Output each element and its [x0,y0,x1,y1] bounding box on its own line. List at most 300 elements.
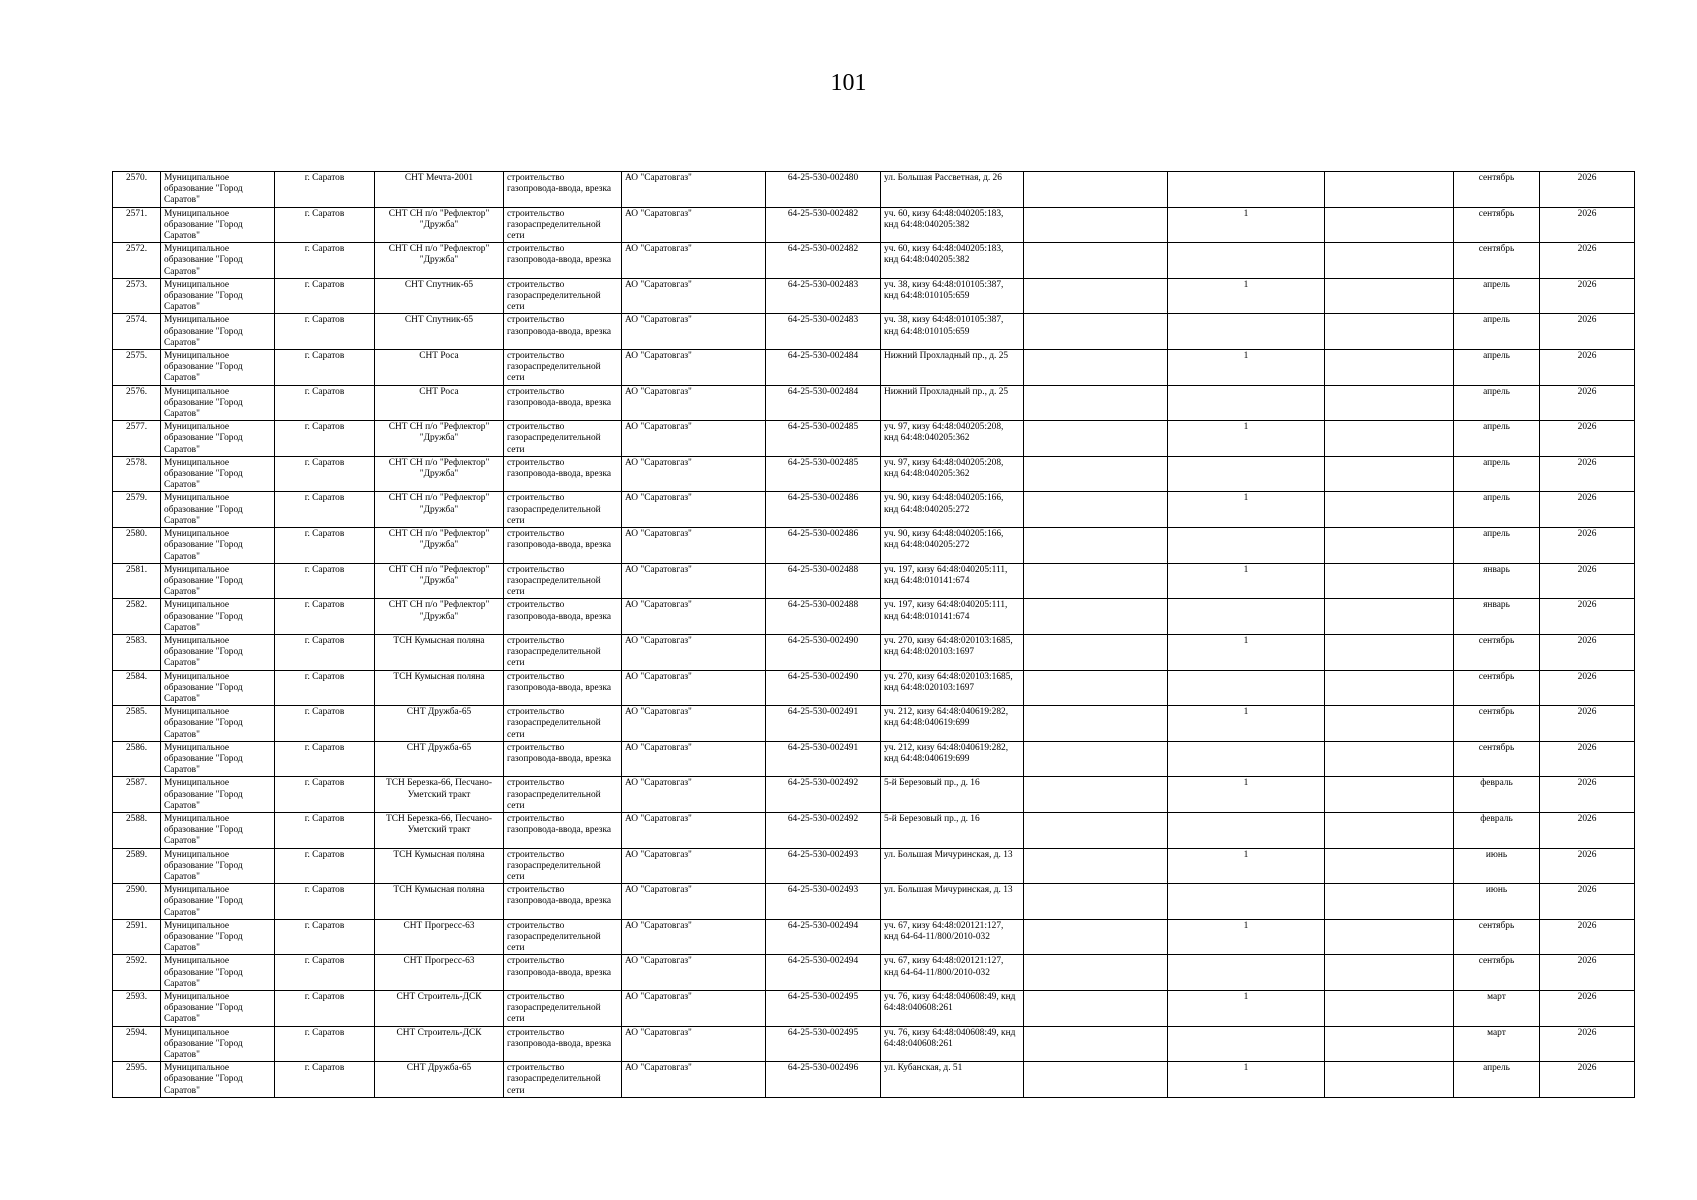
empty-cell [1024,207,1168,243]
month-cell: апрель [1454,350,1540,386]
quantity-cell: 1 [1168,421,1325,457]
row-number: 2578. [113,456,161,492]
row-number: 2570. [113,172,161,208]
empty-cell [1024,670,1168,706]
year-cell: 2026 [1540,350,1635,386]
municipality-cell: Муниципальное образование "Город Саратов" [161,456,275,492]
empty-cell [1325,812,1454,848]
empty-cell [1325,207,1454,243]
work-type-cell: строительство газопровода-ввода, врезка [504,243,622,279]
empty-cell [1024,278,1168,314]
work-type-cell: строительство газопровода-ввода, врезка [504,955,622,991]
quantity-cell [1168,243,1325,279]
address-cell: уч. 76, кизу 64:48:040608:49, кнд 64:48:040608:261 [881,991,1024,1027]
partnership-cell: ТСН Березка-66, Песчано-Уметский тракт [375,777,504,813]
organization-cell: АО "Саратовгаз" [622,456,766,492]
year-cell: 2026 [1540,955,1635,991]
city-cell: г. Саратов [275,955,375,991]
city-cell: г. Саратов [275,1026,375,1062]
partnership-cell: ТСН Кумысная поляна [375,634,504,670]
table-row [113,350,1635,386]
organization-cell: АО "Саратовгаз" [622,172,766,208]
object-code-cell: 64-25-530-002495 [766,1026,881,1062]
month-cell: апрель [1454,456,1540,492]
partnership-cell: СНТ Мечта-2001 [375,172,504,208]
partnership-cell: СНТ Прогресс-63 [375,955,504,991]
year-cell: 2026 [1540,848,1635,884]
empty-cell [1325,1026,1454,1062]
object-code-cell: 64-25-530-002482 [766,207,881,243]
empty-cell [1024,350,1168,386]
address-cell: 5-й Березовый пр., д. 16 [881,777,1024,813]
month-cell: сентябрь [1454,670,1540,706]
address-cell: Нижний Прохладный пр., д. 25 [881,350,1024,386]
city-cell: г. Саратов [275,278,375,314]
quantity-cell: 1 [1168,991,1325,1027]
empty-cell [1024,884,1168,920]
table-row [113,1062,1635,1098]
page-number: 101 [830,70,867,96]
partnership-cell: СНТ Строитель-ДСК [375,991,504,1027]
municipality-cell: Муниципальное образование "Город Саратов" [161,278,275,314]
object-code-cell: 64-25-530-002480 [766,172,881,208]
empty-cell [1024,172,1168,208]
municipality-cell: Муниципальное образование "Город Саратов" [161,884,275,920]
organization-cell: АО "Саратовгаз" [622,777,766,813]
object-code-cell: 64-25-530-002491 [766,741,881,777]
empty-cell [1024,528,1168,564]
row-number: 2571. [113,207,161,243]
row-number: 2592. [113,955,161,991]
city-cell: г. Саратов [275,848,375,884]
object-code-cell: 64-25-530-002486 [766,492,881,528]
table-row [113,777,1635,813]
year-cell: 2026 [1540,421,1635,457]
month-cell: январь [1454,563,1540,599]
year-cell: 2026 [1540,991,1635,1027]
row-number: 2594. [113,1026,161,1062]
address-cell: ул. Большая Мичуринская, д. 13 [881,848,1024,884]
row-number: 2589. [113,848,161,884]
year-cell: 2026 [1540,492,1635,528]
empty-cell [1024,812,1168,848]
address-cell: 5-й Березовый пр., д. 16 [881,812,1024,848]
empty-cell [1024,385,1168,421]
address-cell: уч. 38, кизу 64:48:010105:387, кнд 64:48:010105:659 [881,314,1024,350]
work-type-cell: строительство газораспределительной сети [504,991,622,1027]
work-type-cell: строительство газопровода-ввода, врезка [504,670,622,706]
month-cell: сентябрь [1454,172,1540,208]
empty-cell [1325,278,1454,314]
object-code-cell: 64-25-530-002490 [766,670,881,706]
work-type-cell: строительство газопровода-ввода, врезка [504,456,622,492]
address-cell: уч. 212, кизу 64:48:040619:282, кнд 64:48:040619:699 [881,706,1024,742]
table-row [113,991,1635,1027]
year-cell: 2026 [1540,528,1635,564]
object-code-cell: 64-25-530-002483 [766,314,881,350]
partnership-cell: СНТ Строитель-ДСК [375,1026,504,1062]
quantity-cell: 1 [1168,777,1325,813]
city-cell: г. Саратов [275,1062,375,1098]
quantity-cell: 1 [1168,563,1325,599]
empty-cell [1325,777,1454,813]
empty-cell [1024,955,1168,991]
municipality-cell: Муниципальное образование "Город Саратов" [161,492,275,528]
work-type-cell: строительство газопровода-ввода, врезка [504,884,622,920]
empty-cell [1325,563,1454,599]
row-number: 2573. [113,278,161,314]
table-row [113,456,1635,492]
municipality-cell: Муниципальное образование "Город Саратов" [161,243,275,279]
table-row [113,706,1635,742]
municipality-cell: Муниципальное образование "Город Саратов" [161,634,275,670]
address-cell: уч. 60, кизу 64:48:040205:183, кнд 64:48:040205:382 [881,207,1024,243]
empty-cell [1024,991,1168,1027]
empty-cell [1024,777,1168,813]
year-cell: 2026 [1540,884,1635,920]
empty-cell [1325,385,1454,421]
city-cell: г. Саратов [275,670,375,706]
table-row [113,207,1635,243]
work-type-cell: строительство газораспределительной сети [504,207,622,243]
partnership-cell: СНТ СН п/о "Рефлектор" "Дружба" [375,563,504,599]
month-cell: апрель [1454,278,1540,314]
month-cell: апрель [1454,492,1540,528]
address-cell: уч. 38, кизу 64:48:010105:387, кнд 64:48:010105:659 [881,278,1024,314]
organization-cell: АО "Саратовгаз" [622,1062,766,1098]
month-cell: сентябрь [1454,955,1540,991]
city-cell: г. Саратов [275,314,375,350]
empty-cell [1024,599,1168,635]
work-type-cell: строительство газораспределительной сети [504,492,622,528]
empty-cell [1325,955,1454,991]
table-row [113,528,1635,564]
row-number: 2579. [113,492,161,528]
city-cell: г. Саратов [275,812,375,848]
year-cell: 2026 [1540,278,1635,314]
address-cell: уч. 76, кизу 64:48:040608:49, кнд 64:48:040608:261 [881,1026,1024,1062]
municipality-cell: Муниципальное образование "Город Саратов" [161,812,275,848]
quantity-cell [1168,172,1325,208]
municipality-cell: Муниципальное образование "Город Саратов" [161,670,275,706]
empty-cell [1325,172,1454,208]
organization-cell: АО "Саратовгаз" [622,955,766,991]
table-row [113,599,1635,635]
municipality-cell: Муниципальное образование "Город Саратов" [161,991,275,1027]
organization-cell: АО "Саратовгаз" [622,919,766,955]
address-cell: уч. 90, кизу 64:48:040205:166, кнд 64:48:040205:272 [881,492,1024,528]
city-cell: г. Саратов [275,634,375,670]
month-cell: сентябрь [1454,919,1540,955]
year-cell: 2026 [1540,812,1635,848]
object-code-cell: 64-25-530-002494 [766,919,881,955]
year-cell: 2026 [1540,243,1635,279]
quantity-cell: 1 [1168,278,1325,314]
month-cell: апрель [1454,314,1540,350]
address-cell: уч. 67, кизу 64:48:020121:127, кнд 64-64-11/800/2010-032 [881,955,1024,991]
partnership-cell: СНТ Спутник-65 [375,278,504,314]
municipality-cell: Муниципальное образование "Город Саратов" [161,599,275,635]
city-cell: г. Саратов [275,741,375,777]
work-type-cell: строительство газопровода-ввода, врезка [504,172,622,208]
partnership-cell: СНТ СН п/о "Рефлектор" "Дружба" [375,207,504,243]
quantity-cell [1168,955,1325,991]
city-cell: г. Саратов [275,599,375,635]
year-cell: 2026 [1540,670,1635,706]
object-code-cell: 64-25-530-002488 [766,563,881,599]
quantity-cell [1168,528,1325,564]
partnership-cell: ТСН Кумысная поляна [375,670,504,706]
city-cell: г. Саратов [275,884,375,920]
object-code-cell: 64-25-530-002484 [766,385,881,421]
address-cell: уч. 97, кизу 64:48:040205:208, кнд 64:48:040205:362 [881,421,1024,457]
quantity-cell: 1 [1168,919,1325,955]
partnership-cell: СНТ СН п/о "Рефлектор" "Дружба" [375,243,504,279]
address-cell: уч. 97, кизу 64:48:040205:208, кнд 64:48:040205:362 [881,456,1024,492]
empty-cell [1325,456,1454,492]
object-code-cell: 64-25-530-002485 [766,456,881,492]
organization-cell: АО "Саратовгаз" [622,528,766,564]
empty-cell [1325,848,1454,884]
organization-cell: АО "Саратовгаз" [622,884,766,920]
organization-cell: АО "Саратовгаз" [622,670,766,706]
object-code-cell: 64-25-530-002491 [766,706,881,742]
municipality-cell: Муниципальное образование "Город Саратов" [161,172,275,208]
year-cell: 2026 [1540,314,1635,350]
object-code-cell: 64-25-530-002494 [766,955,881,991]
quantity-cell: 1 [1168,706,1325,742]
empty-cell [1325,706,1454,742]
quantity-cell: 1 [1168,207,1325,243]
empty-cell [1024,741,1168,777]
year-cell: 2026 [1540,563,1635,599]
empty-cell [1325,243,1454,279]
quantity-cell [1168,456,1325,492]
row-number: 2586. [113,741,161,777]
object-code-cell: 64-25-530-002495 [766,991,881,1027]
work-type-cell: строительство газораспределительной сети [504,777,622,813]
empty-cell [1325,741,1454,777]
empty-cell [1325,919,1454,955]
organization-cell: АО "Саратовгаз" [622,741,766,777]
work-type-cell: строительство газопровода-ввода, врезка [504,1026,622,1062]
quantity-cell [1168,1026,1325,1062]
month-cell: март [1454,1026,1540,1062]
object-code-cell: 64-25-530-002493 [766,848,881,884]
city-cell: г. Саратов [275,777,375,813]
quantity-cell: 1 [1168,492,1325,528]
object-code-cell: 64-25-530-002483 [766,278,881,314]
table-row [113,670,1635,706]
table-row [113,1026,1635,1062]
year-cell: 2026 [1540,741,1635,777]
organization-cell: АО "Саратовгаз" [622,848,766,884]
address-cell: уч. 197, кизу 64:48:040205:111, кнд 64:48:010141:674 [881,599,1024,635]
municipality-cell: Муниципальное образование "Город Саратов" [161,207,275,243]
month-cell: сентябрь [1454,243,1540,279]
empty-cell [1024,563,1168,599]
organization-cell: АО "Саратовгаз" [622,634,766,670]
partnership-cell: СНТ Спутник-65 [375,314,504,350]
organization-cell: АО "Саратовгаз" [622,243,766,279]
organization-cell: АО "Саратовгаз" [622,385,766,421]
row-number: 2585. [113,706,161,742]
organization-cell: АО "Саратовгаз" [622,350,766,386]
work-type-cell: строительство газораспределительной сети [504,350,622,386]
address-cell: уч. 67, кизу 64:48:020121:127, кнд 64-64-11/800/2010-032 [881,919,1024,955]
city-cell: г. Саратов [275,991,375,1027]
city-cell: г. Саратов [275,919,375,955]
address-cell: Нижний Прохладный пр., д. 25 [881,385,1024,421]
address-cell: уч. 212, кизу 64:48:040619:282, кнд 64:48:040619:699 [881,741,1024,777]
year-cell: 2026 [1540,919,1635,955]
empty-cell [1024,1026,1168,1062]
year-cell: 2026 [1540,172,1635,208]
work-type-cell: строительство газораспределительной сети [504,919,622,955]
month-cell: апрель [1454,421,1540,457]
month-cell: сентябрь [1454,207,1540,243]
partnership-cell: СНТ СН п/о "Рефлектор" "Дружба" [375,599,504,635]
year-cell: 2026 [1540,1062,1635,1098]
empty-cell [1024,919,1168,955]
object-code-cell: 64-25-530-002486 [766,528,881,564]
row-number: 2580. [113,528,161,564]
partnership-cell: ТСН Кумысная поляна [375,884,504,920]
month-cell: июнь [1454,884,1540,920]
table-row [113,385,1635,421]
organization-cell: АО "Саратовгаз" [622,278,766,314]
object-code-cell: 64-25-530-002492 [766,812,881,848]
city-cell: г. Саратов [275,456,375,492]
work-type-cell: строительство газораспределительной сети [504,421,622,457]
year-cell: 2026 [1540,777,1635,813]
month-cell: апрель [1454,528,1540,564]
partnership-cell: СНТ Роса [375,385,504,421]
empty-cell [1325,634,1454,670]
empty-cell [1024,243,1168,279]
empty-cell [1024,314,1168,350]
organization-cell: АО "Саратовгаз" [622,314,766,350]
table-row [113,172,1635,208]
table-row [113,243,1635,279]
organization-cell: АО "Саратовгаз" [622,1026,766,1062]
partnership-cell: СНТ Дружба-65 [375,706,504,742]
municipality-cell: Муниципальное образование "Город Саратов" [161,848,275,884]
month-cell: февраль [1454,777,1540,813]
address-cell: ул. Большая Рассветная, д. 26 [881,172,1024,208]
organization-cell: АО "Саратовгаз" [622,492,766,528]
work-type-cell: строительство газораспределительной сети [504,563,622,599]
year-cell: 2026 [1540,634,1635,670]
register-body [113,172,1635,1098]
row-number: 2577. [113,421,161,457]
object-code-cell: 64-25-530-002496 [766,1062,881,1098]
partnership-cell: СНТ СН п/о "Рефлектор" "Дружба" [375,492,504,528]
empty-cell [1325,1062,1454,1098]
work-type-cell: строительство газораспределительной сети [504,634,622,670]
municipality-cell: Муниципальное образование "Город Саратов" [161,777,275,813]
quantity-cell: 1 [1168,350,1325,386]
address-cell: уч. 270, кизу 64:48:020103:1685, кнд 64:48:020103:1697 [881,634,1024,670]
quantity-cell [1168,884,1325,920]
empty-cell [1024,421,1168,457]
municipality-cell: Муниципальное образование "Город Саратов" [161,919,275,955]
month-cell: сентябрь [1454,634,1540,670]
month-cell: сентябрь [1454,706,1540,742]
city-cell: г. Саратов [275,385,375,421]
row-number: 2575. [113,350,161,386]
city-cell: г. Саратов [275,243,375,279]
table-row [113,563,1635,599]
empty-cell [1024,706,1168,742]
register-table [112,171,1635,1098]
organization-cell: АО "Саратовгаз" [622,563,766,599]
quantity-cell [1168,599,1325,635]
year-cell: 2026 [1540,456,1635,492]
row-number: 2595. [113,1062,161,1098]
address-cell: ул. Большая Мичуринская, д. 13 [881,884,1024,920]
row-number: 2590. [113,884,161,920]
row-number: 2572. [113,243,161,279]
work-type-cell: строительство газопровода-ввода, врезка [504,741,622,777]
quantity-cell [1168,741,1325,777]
quantity-cell [1168,670,1325,706]
work-type-cell: строительство газораспределительной сети [504,848,622,884]
organization-cell: АО "Саратовгаз" [622,812,766,848]
municipality-cell: Муниципальное образование "Город Саратов" [161,385,275,421]
table-row [113,634,1635,670]
month-cell: апрель [1454,385,1540,421]
work-type-cell: строительство газопровода-ввода, врезка [504,812,622,848]
municipality-cell: Муниципальное образование "Город Саратов" [161,1026,275,1062]
work-type-cell: строительство газопровода-ввода, врезка [504,599,622,635]
table-row [113,314,1635,350]
quantity-cell [1168,314,1325,350]
empty-cell [1325,528,1454,564]
object-code-cell: 64-25-530-002485 [766,421,881,457]
table-row [113,812,1635,848]
partnership-cell: СНТ Роса [375,350,504,386]
year-cell: 2026 [1540,207,1635,243]
empty-cell [1325,884,1454,920]
municipality-cell: Муниципальное образование "Город Саратов" [161,528,275,564]
row-number: 2593. [113,991,161,1027]
empty-cell [1024,848,1168,884]
work-type-cell: строительство газораспределительной сети [504,706,622,742]
object-code-cell: 64-25-530-002493 [766,884,881,920]
object-code-cell: 64-25-530-002488 [766,599,881,635]
table-row [113,278,1635,314]
partnership-cell: СНТ СН п/о "Рефлектор" "Дружба" [375,421,504,457]
municipality-cell: Муниципальное образование "Город Саратов" [161,955,275,991]
month-cell: март [1454,991,1540,1027]
organization-cell: АО "Саратовгаз" [622,599,766,635]
row-number: 2591. [113,919,161,955]
empty-cell [1024,1062,1168,1098]
row-number: 2576. [113,385,161,421]
organization-cell: АО "Саратовгаз" [622,706,766,742]
year-cell: 2026 [1540,599,1635,635]
municipality-cell: Муниципальное образование "Город Саратов" [161,421,275,457]
city-cell: г. Саратов [275,172,375,208]
city-cell: г. Саратов [275,492,375,528]
empty-cell [1325,350,1454,386]
organization-cell: АО "Саратовгаз" [622,207,766,243]
row-number: 2582. [113,599,161,635]
organization-cell: АО "Саратовгаз" [622,991,766,1027]
empty-cell [1325,991,1454,1027]
empty-cell [1325,421,1454,457]
